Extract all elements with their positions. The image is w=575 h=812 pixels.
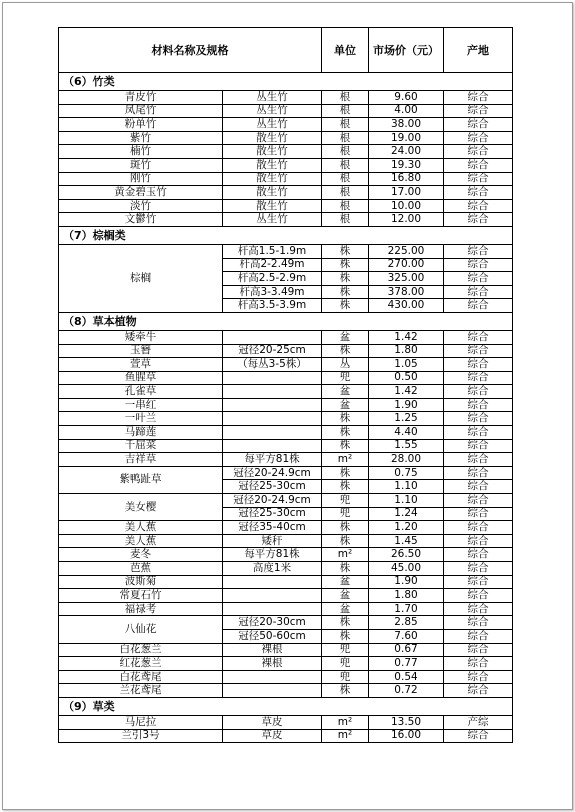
unit-cell: 根 [322,131,369,145]
unit-cell: 株 [322,562,369,576]
material-name-cell: 八仙花 [59,616,223,643]
unit-cell: 盆 [322,330,369,344]
price-table-body [59,28,513,743]
section-title: （7）棕榈类 [59,226,513,244]
material-name-cell: 一叶兰 [59,412,223,426]
table-row [59,385,513,399]
unit-cell: 盆 [322,589,369,603]
spec-cell: 丛生竹 [223,104,322,118]
unit-cell: 株 [322,426,369,440]
material-name-cell: 凤尾竹 [59,104,223,118]
spec-cell: 每平方81株 [223,453,322,467]
table-row [59,439,513,453]
table-row [59,453,513,467]
price-cell: 1.80 [369,589,444,603]
unit-cell: m² [322,715,369,729]
material-name-cell: 红花葱兰 [59,657,223,671]
origin-cell: 综合 [444,104,513,118]
unit-cell: 兜 [322,371,369,385]
table-row [59,684,513,698]
origin-cell: 综合 [444,670,513,684]
spec-cell [223,412,322,426]
price-cell: 12.00 [369,213,444,227]
unit-cell: 株 [322,344,369,358]
origin-cell: 综合 [444,439,513,453]
price-cell: 1.20 [369,521,444,535]
table-row [59,330,513,344]
origin-cell: 综合 [444,684,513,698]
origin-cell: 综合 [444,412,513,426]
table-row [59,715,513,729]
price-cell: 0.54 [369,670,444,684]
material-name-cell: 芭蕉 [59,562,223,576]
table-row [59,412,513,426]
table-row [59,494,513,508]
origin-cell: 综合 [444,426,513,440]
origin-cell: 综合 [444,616,513,630]
spec-cell: 丛生竹 [223,118,322,132]
spec-cell: （每丛3-5株） [223,358,322,372]
price-cell: 38.00 [369,118,444,132]
price-cell: 16.80 [369,172,444,186]
unit-cell: 株 [322,480,369,494]
material-name-cell: 吉祥草 [59,453,223,467]
table-row [59,186,513,200]
spec-cell [223,385,322,399]
spec-cell: 冠径20-24.9cm [223,466,322,480]
material-name-cell: 青皮竹 [59,91,223,105]
spec-cell [223,439,322,453]
spec-cell: 杆高1.5-1.9m [223,244,322,258]
unit-cell: 兜 [322,643,369,657]
table-row [59,670,513,684]
price-cell: 10.00 [369,199,444,213]
spec-cell [223,575,322,589]
unit-cell: 根 [322,158,369,172]
unit-cell: 株 [322,534,369,548]
unit-cell: 株 [322,439,369,453]
origin-cell: 综合 [444,657,513,671]
material-name-cell: 马尼拉 [59,715,223,729]
price-cell: 325.00 [369,272,444,286]
table-row [59,172,513,186]
price-cell: 26.50 [369,548,444,562]
section-title: （6）竹类 [59,73,513,91]
table-row [59,131,513,145]
unit-cell: 株 [322,285,369,299]
material-name-cell: 美女樱 [59,494,223,521]
unit-cell: 盆 [322,385,369,399]
spec-cell: 散生竹 [223,131,322,145]
section-header-row [59,697,513,715]
spec-cell [223,398,322,412]
table-row [59,466,513,480]
unit-cell: 盆 [322,575,369,589]
section-title: （8）草本植物 [59,312,513,330]
origin-cell: 综合 [444,131,513,145]
unit-cell: 根 [322,104,369,118]
unit-cell: 丛 [322,358,369,372]
price-cell: 13.50 [369,715,444,729]
spec-cell: 杆高2.5-2.9m [223,272,322,286]
unit-cell: 株 [322,244,369,258]
unit-cell: 根 [322,91,369,105]
spec-cell: 裸根 [223,643,322,657]
spec-cell: 散生竹 [223,172,322,186]
material-name-cell: 马蹄莲 [59,426,223,440]
spec-cell [223,684,322,698]
table-row [59,534,513,548]
price-cell: 430.00 [369,299,444,313]
origin-cell: 综合 [444,385,513,399]
origin-cell: 综合 [444,398,513,412]
table-row [59,91,513,105]
origin-cell: 综合 [444,494,513,508]
origin-cell: 综合 [444,344,513,358]
price-cell: 1.24 [369,507,444,521]
table-row [59,244,513,258]
spec-cell: 散生竹 [223,158,322,172]
price-cell: 1.05 [369,358,444,372]
origin-cell: 综合 [444,729,513,743]
table-row [59,145,513,159]
origin-cell: 综合 [444,244,513,258]
header-name-spec: 材料名称及规格 [59,28,322,73]
origin-cell: 综合 [444,272,513,286]
origin-cell: 综合 [444,118,513,132]
table-row [59,589,513,603]
material-name-cell: 矮牵牛 [59,330,223,344]
origin-cell: 综合 [444,466,513,480]
origin-cell: 综合 [444,534,513,548]
spec-cell: 丛生竹 [223,213,322,227]
price-cell: 1.70 [369,602,444,616]
table-row [59,213,513,227]
price-cell: 1.90 [369,575,444,589]
origin-cell: 综合 [444,358,513,372]
material-name-cell: 波斯菊 [59,575,223,589]
spec-cell [223,330,322,344]
table-row [59,548,513,562]
material-name-cell: 美人蕉 [59,534,223,548]
material-name-cell: 福禄考 [59,602,223,616]
material-name-cell: 斑竹 [59,158,223,172]
table-row [59,616,513,630]
spec-cell: 散生竹 [223,199,322,213]
price-cell: 0.50 [369,371,444,385]
origin-cell: 综合 [444,589,513,603]
price-cell: 24.00 [369,145,444,159]
price-cell: 1.25 [369,412,444,426]
unit-cell: 兜 [322,494,369,508]
price-cell: 0.67 [369,643,444,657]
unit-cell: m² [322,729,369,743]
spec-cell: 冠径50-60cm [223,629,322,643]
price-cell: 0.72 [369,684,444,698]
unit-cell: 兜 [322,657,369,671]
origin-cell: 综合 [444,507,513,521]
spec-cell: 散生竹 [223,145,322,159]
origin-cell: 综合 [444,575,513,589]
origin-cell: 综合 [444,548,513,562]
spec-cell: 冠径20-25cm [223,344,322,358]
section-header-row [59,73,513,91]
origin-cell: 综合 [444,480,513,494]
origin-cell: 综合 [444,629,513,643]
price-cell: 2.85 [369,616,444,630]
unit-cell: 株 [322,521,369,535]
price-cell: 17.00 [369,186,444,200]
unit-cell: 根 [322,213,369,227]
table-row [59,398,513,412]
price-cell: 45.00 [369,562,444,576]
origin-cell: 综合 [444,172,513,186]
origin-cell: 综合 [444,258,513,272]
spec-cell: 冠径35-40cm [223,521,322,535]
spec-cell: 草皮 [223,729,322,743]
origin-cell: 综合 [444,199,513,213]
unit-cell: m² [322,548,369,562]
material-name-cell: 紫鸭趾草 [59,466,223,493]
price-cell: 28.00 [369,453,444,467]
unit-cell: 株 [322,272,369,286]
price-cell: 1.10 [369,494,444,508]
material-name-cell: 玉簪 [59,344,223,358]
price-cell: 1.45 [369,534,444,548]
price-cell: 1.10 [369,480,444,494]
table-row [59,371,513,385]
material-name-cell: 千屈菜 [59,439,223,453]
section-title: （9）草类 [59,697,513,715]
spec-cell: 每平方81株 [223,548,322,562]
table-row [59,199,513,213]
section-header-row [59,312,513,330]
spec-cell: 散生竹 [223,186,322,200]
price-cell: 19.00 [369,131,444,145]
unit-cell: 株 [322,629,369,643]
spec-cell: 杆高2-2.49m [223,258,322,272]
price-cell: 1.55 [369,439,444,453]
unit-cell: 株 [322,466,369,480]
table-row [59,521,513,535]
price-cell: 225.00 [369,244,444,258]
table-row [59,643,513,657]
spec-cell: 杆高3.5-3.9m [223,299,322,313]
material-name-cell: 兰花鸢尾 [59,684,223,698]
price-cell: 1.80 [369,344,444,358]
spec-cell: 杆高3-3.49m [223,285,322,299]
price-cell: 0.75 [369,466,444,480]
unit-cell: 株 [322,616,369,630]
origin-cell: 综合 [444,562,513,576]
price-table [58,27,513,743]
spec-cell: 高度1米 [223,562,322,576]
table-row [59,344,513,358]
price-cell: 1.42 [369,330,444,344]
material-name-cell: 文鬱竹 [59,213,223,227]
spec-cell: 草皮 [223,715,322,729]
price-cell: 0.77 [369,657,444,671]
material-name-cell: 淡竹 [59,199,223,213]
table-row [59,104,513,118]
origin-cell: 综合 [444,521,513,535]
origin-cell: 综合 [444,299,513,313]
spec-cell [223,371,322,385]
unit-cell: 根 [322,172,369,186]
table-row [59,602,513,616]
unit-cell: 盆 [322,398,369,412]
material-name-cell: 兰引3号 [59,729,223,743]
material-name-cell: 孔雀草 [59,385,223,399]
table-row [59,426,513,440]
spec-cell: 冠径20-30cm [223,616,322,630]
price-cell: 16.00 [369,729,444,743]
price-cell: 7.60 [369,629,444,643]
spec-cell: 裸根 [223,657,322,671]
unit-cell: 兜 [322,670,369,684]
material-name-cell: 鱼腥草 [59,371,223,385]
spec-cell [223,670,322,684]
unit-cell: 株 [322,412,369,426]
material-name-cell: 粉单竹 [59,118,223,132]
origin-cell: 综合 [444,643,513,657]
price-cell: 19.30 [369,158,444,172]
material-name-cell: 黄金碧玉竹 [59,186,223,200]
price-cell: 4.00 [369,104,444,118]
spec-cell: 冠径20-24.9cm [223,494,322,508]
table-row [59,358,513,372]
table-row [59,729,513,743]
origin-cell: 综合 [444,213,513,227]
section-header-row [59,226,513,244]
header-price: 市场价（元） [369,28,444,73]
unit-cell: 根 [322,145,369,159]
material-name-cell: 一串红 [59,398,223,412]
table-header-row [59,28,513,73]
origin-cell: 综合 [444,371,513,385]
spec-cell [223,589,322,603]
origin-cell: 综合 [444,158,513,172]
material-name-cell: 刚竹 [59,172,223,186]
material-name-cell: 紫竹 [59,131,223,145]
material-name-cell: 白花鸢尾 [59,670,223,684]
unit-cell: 株 [322,684,369,698]
unit-cell: m² [322,453,369,467]
spec-cell [223,426,322,440]
spec-cell [223,602,322,616]
origin-cell: 综合 [444,330,513,344]
material-name-cell: 白花葱兰 [59,643,223,657]
header-unit: 单位 [322,28,369,73]
price-cell: 1.42 [369,385,444,399]
unit-cell: 兜 [322,507,369,521]
origin-cell: 综合 [444,186,513,200]
spec-cell: 矮秆 [223,534,322,548]
material-name-cell: 萱草 [59,358,223,372]
spec-cell: 冠径25-30cm [223,480,322,494]
origin-cell: 综合 [444,453,513,467]
header-origin: 产地 [444,28,513,73]
unit-cell: 株 [322,258,369,272]
material-name-cell: 麦冬 [59,548,223,562]
unit-cell: 株 [322,299,369,313]
origin-cell: 综合 [444,91,513,105]
origin-cell: 产综 [444,715,513,729]
price-cell: 9.60 [369,91,444,105]
table-row [59,575,513,589]
table-row [59,118,513,132]
material-name-cell: 棕榈 [59,244,223,312]
material-name-cell: 美人蕉 [59,521,223,535]
spec-cell: 丛生竹 [223,91,322,105]
unit-cell: 盆 [322,602,369,616]
price-cell: 4.40 [369,426,444,440]
table-row [59,657,513,671]
price-cell: 378.00 [369,285,444,299]
origin-cell: 综合 [444,285,513,299]
origin-cell: 综合 [444,602,513,616]
unit-cell: 根 [322,199,369,213]
unit-cell: 根 [322,118,369,132]
material-name-cell: 楠竹 [59,145,223,159]
price-cell: 1.90 [369,398,444,412]
unit-cell: 根 [322,186,369,200]
spec-cell: 冠径25-30cm [223,507,322,521]
table-row [59,158,513,172]
table-row [59,562,513,576]
price-cell: 270.00 [369,258,444,272]
origin-cell: 综合 [444,145,513,159]
material-name-cell: 常夏石竹 [59,589,223,603]
